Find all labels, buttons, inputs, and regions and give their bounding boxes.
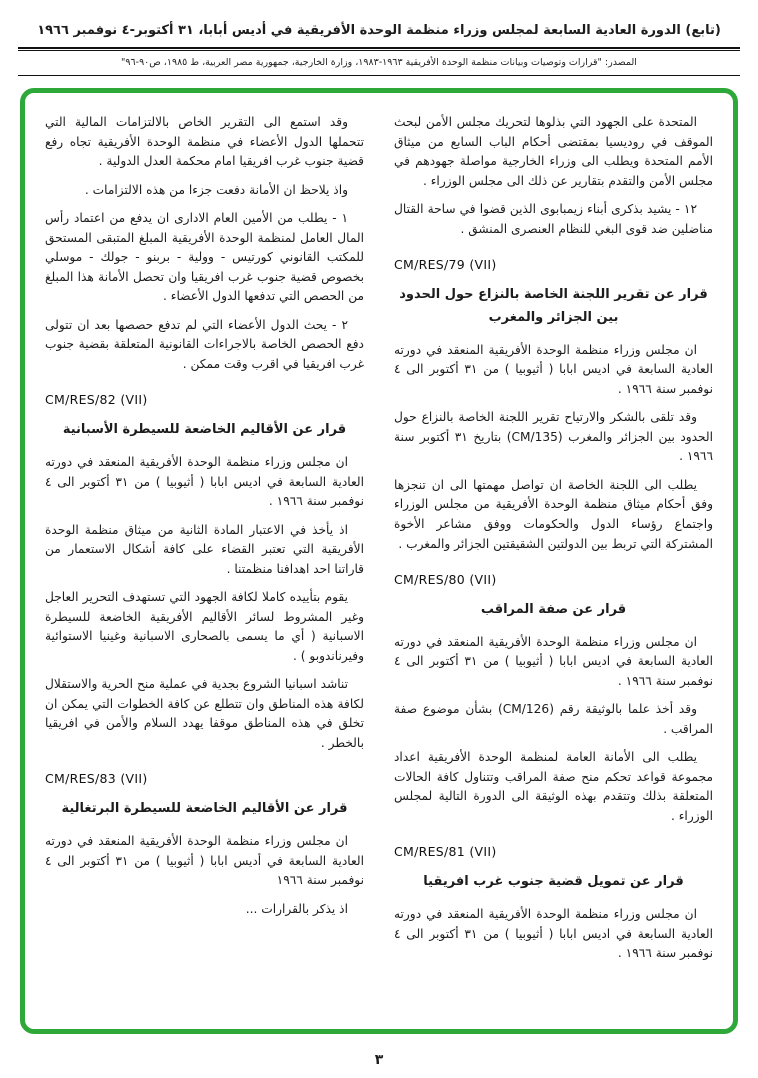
header-rule-double xyxy=(18,47,740,51)
paragraph: ان مجلس وزراء منظمة الوحدة الأفريقية المنعقد في دورته العادية السابعة في اديس ابابا ( أثيوبيا ) من ٣١ أكتوبر الى ٤ نوفمبر سنة ١٩٦٦ . xyxy=(394,634,713,688)
resolution-title: قرار عن الأقاليم الخاضعة للسيطرة البرتغالية xyxy=(61,801,348,817)
paragraph: وقد أخذ علما بالوثيقة رقم (CM/126) بشأن موضوع صفة المراقب . xyxy=(394,702,713,736)
paragraph: وقد استمع الى التقرير الخاص بالالتزامات المالية التي تتحملها الدول الأعضاء في منظمة الوحدة الأفريقية تجاه رفع قضية جنوب غرب افريقيا امام محكمة العدل الدولية . xyxy=(45,115,364,169)
paragraph: اذ يذكر بالقرارات ... xyxy=(245,901,348,916)
resolution-code: CM/RES/81 (VII) xyxy=(394,844,497,860)
document-title: (تابع) الدورة العادية السابعة لمجلس وزراء منظمة الوحدة الأفريقية في أديس أبابا، ٣١ أكتوبر-٤ نوفمبر ١٩٦٦ xyxy=(37,23,721,38)
paragraph: ان مجلس وزراء منظمة الوحدة الأفريقية المنعقد في دورته العادية السابعة في اديس ابابا ( أثيوبيا ) من ٣١ أكتوبر الى ٤ نوفمبر سنة ١٩٦٦ . xyxy=(394,907,713,961)
header-rule-single xyxy=(18,75,740,76)
paragraph: يقوم بتأييده كاملا لكافة الجهود التي تستهدف التحرير العاجل وغير المشروط لسائر الأقاليم الأفريقية الخاضعة للسيطرة الاسبانية ( أي ما يسمى بالصحارى الاسبانية وغينيا الاستوائية وفيرناندوبو ) . xyxy=(45,590,364,663)
column-right xyxy=(394,113,713,1019)
document-header xyxy=(14,20,744,76)
paragraph: ١٢ - يشيد بذكرى أبناء زيمبابوى الذين قضوا في ساحة القتال مناضلين ضد قوى البغي للنظام العنصرى المنشق . xyxy=(394,202,713,236)
resolution-code: CM/RES/80 (VII) xyxy=(394,572,497,588)
paragraph: ان مجلس وزراء منظمة الوحدة الأفريقية المنعقد في دورته العادية السابعة في اديس ابابا ( أثيوبيا ) من ٣١ أكتوبر الى ٤ نوفمبر سنة ١٩٦٦ . xyxy=(45,455,364,509)
paragraph: يطلب الى اللجنة الخاصة ان تواصل مهمتها الى ان تنجزها وفق أحكام ميثاق منظمة الوحدة الأفريقية من مجلس الوزراء واجتماع رؤساء الدول والحكومات ووفق مشاعر الأخوة المشتركة التي تربط بين الدولتين الشقيقتين الجزائر والمغرب . xyxy=(394,477,713,551)
resolution-title: قرار عن الأقاليم الخاضعة للسيطرة الأسبانية xyxy=(62,422,347,438)
resolution-title: قرار عن تمويل قضية جنوب غرب افريقيا xyxy=(423,874,684,890)
paragraph: وقد تلقى بالشكر والارتياح تقرير اللجنة الخاصة بالنزاع حول الحدود بين الجزائر والمغرب (CM/135) بتاريخ ٣١ أكتوبر سنة ١٩٦٦ . xyxy=(394,410,714,464)
paragraph: ان مجلس وزراء منظمة الوحدة الأفريقية المنعقد في دورته العادية السابعة في اديس ابابا ( أثيوبيا ) من ٣١ أكتوبر الى ٤ نوفمبر سنة ١٩٦٦ . xyxy=(394,342,713,396)
paragraph: ٢ - يحث الدول الأعضاء التي لم تدفع حصصها بعد ان تتولى دفع الحصص الخاصة بالاجراءات القانونية المتعلقة بقضية جنوب غرب افريقيا في اقرب وقت ممكن . xyxy=(45,317,364,371)
paragraph: واذ يلاحظ ان الأمانة دفعت جزءا من هذه الالتزامات . xyxy=(84,182,348,197)
paragraph: اذ يأخذ في الاعتبار المادة الثانية من ميثاق منظمة الوحدة الأفريقية التي تعتبر القضاء على كافة أشكال الاستعمار من قاراتنا احد اهدافنا منظمتنا . xyxy=(45,522,364,576)
resolution-code: CM/RES/82 (VII) xyxy=(45,392,148,408)
resolution-title: قرار عن تقرير اللجنة الخاصة بالنزاع حول الحدود بين الجزائر والمغرب xyxy=(399,287,708,326)
paragraph: تناشد اسبانيا الشروع بجدية في عملية منح الحرية والاستقلال لكافة هذه المناطق وان تتطلع عن كافة الخطوات التي يمكن ان تخلق في هذه المناطق موقفا يهدد السلام والأمن في افريقيا بالخطر . xyxy=(45,677,364,750)
paragraph: ان مجلس وزراء منظمة الوحدة الأفريقية المنعقد في دورته العادية السابعة في أديس ابابا ( أثيوبيا ) من ٣١ أكتوبر الى ٤ نوفمبر سنة ١٩٦٦ xyxy=(45,834,364,888)
column-left xyxy=(45,113,364,1019)
content-frame xyxy=(20,88,738,1034)
resolution-code: CM/RES/79 (VII) xyxy=(394,257,497,273)
paragraph: يطلب الى الأمانة العامة لمنظمة الوحدة الأفريقية اعداد مجموعة قواعد تحكم منح صفة المراقب وتتناول كافة الحالات المتعلقة بذلك وتتقدم بهذه الوثيقة الى الدورة التالية لمجلس الوزراء . xyxy=(394,750,713,823)
paragraph: المتحدة على الجهود التي بذلوها لتحريك مجلس الأمن لبحث الموقف في روديسيا بمقتضى أحكام الباب السابع من ميثاق الأمم المتحدة ويطلب الى وزراء الخارجية مواصلة جهودهم في مجلس الأمن والتقدم بتقارير عن ذلك الى مجلس الوزراء . xyxy=(394,115,713,188)
page-number: ٣ xyxy=(374,1052,384,1068)
paragraph: ١ - يطلب من الأمين العام الادارى ان يدفع من اعتماد رأس المال العامل لمنظمة الوحدة الأفريقية المبلغ المتبقى المستحق للمكتب القانوني كورتيس - وولية - بربنو - جولك - موسلي بخصوص قضية جنوب غرب افريقيا وان تحصل الأمانة هذا المبلغ من الحصص التي تدفعها الدول الأعضاء . xyxy=(45,211,364,304)
document-source: المصدر: "قرارات وتوصيات وبيانات منظمة الوحدة الأفريقية ١٩٦٣-١٩٨٣، وزارة الخارجية، جمهورية مصر العربية، ط ١٩٨٥، ص٩٠-٩٦" xyxy=(121,57,637,69)
resolution-code: CM/RES/83 (VII) xyxy=(45,771,148,787)
resolution-title: قرار عن صفة المراقب xyxy=(480,602,627,618)
two-column-layout xyxy=(45,113,713,1019)
